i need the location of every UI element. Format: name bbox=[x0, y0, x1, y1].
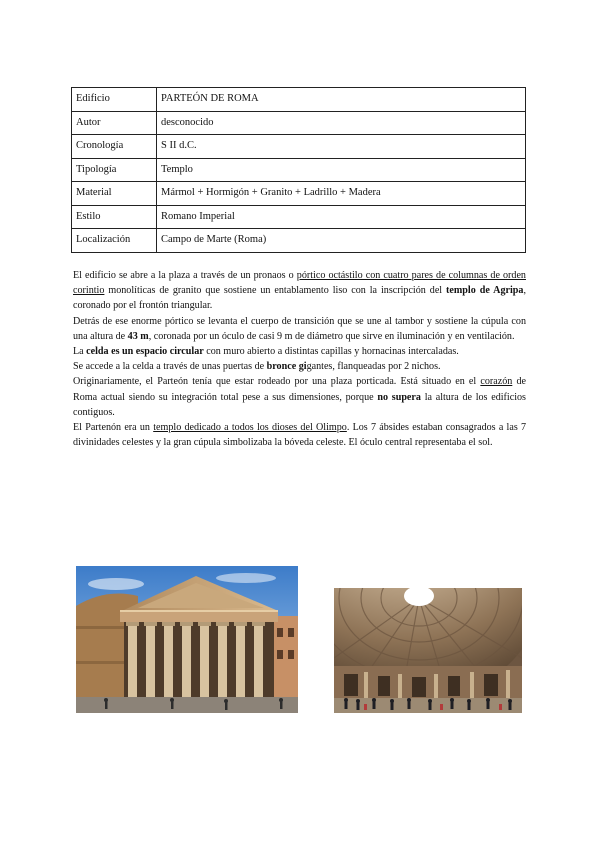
pantheon-exterior-photo bbox=[76, 566, 298, 713]
table-row bbox=[72, 111, 526, 135]
paragraph-cella: La celda es un espacio circular con muro abierto a distintas capillas y hornacinas intercaladas. bbox=[73, 346, 459, 358]
table-row bbox=[72, 182, 526, 206]
info-table bbox=[71, 87, 526, 253]
paragraph-portico: El edificio se abre a la plaza a través de un pronaos o pórtico octástilo con cuatro pares de columnas de orden corintio monolíticas de granito que sostiene un entablamento liso con la inscripción del templo de Agripa, coronado por el frontón triangular. bbox=[73, 270, 526, 312]
table-value-cell: PARTEÓN DE ROMA bbox=[157, 88, 526, 112]
table-row bbox=[72, 205, 526, 229]
paragraph-doors: Se accede a la celda a través de unas puertas de bronce gigantes, flanqueadas por 2 nichos. bbox=[73, 361, 441, 373]
table-value-cell: Campo de Marte (Roma) bbox=[157, 229, 526, 253]
table-key-cell: Localización bbox=[72, 229, 157, 253]
table-row bbox=[72, 135, 526, 159]
table-key-cell: Material bbox=[72, 182, 157, 206]
paragraph-dome: Detrás de ese enorme pórtico se levanta el cuerpo de transición que se une al tambor y sostiene la cúpula con una altura de 43 m, coronada por un óculo de casi 9 m de diámetro que sirve en iluminación y en ventilación. bbox=[73, 315, 526, 342]
table-key-cell: Edificio bbox=[72, 88, 157, 112]
table-value-cell: Mármol + Hormigón + Granito + Ladrillo + Madera bbox=[157, 182, 526, 206]
body-text bbox=[73, 268, 526, 450]
table-key-cell: Cronología bbox=[72, 135, 157, 159]
table-key-cell: Estilo bbox=[72, 205, 157, 229]
table-value-cell: desconocido bbox=[157, 111, 526, 135]
paragraph-location: Originariamente, el Parteón tenía que estar rodeado por una plaza porticada. Está situado en el corazón de Roma actual siendo su integración total pese a sus dimensiones, porque no supera la altura de los edificios contiguos. bbox=[73, 376, 526, 418]
paragraph-symbolism: El Partenón era un templo dedicado a todos los dioses del Olimpo. Los 7 ábsides estaban consagrados a las 7 divinidades celestes y la gran cúpula simbolizaba la bóveda celeste. El óculo central representaba el sol. bbox=[73, 422, 527, 449]
table-row bbox=[72, 158, 526, 182]
pantheon-dome-interior-photo bbox=[334, 588, 522, 713]
table-value-cell: Templo bbox=[157, 158, 526, 182]
table-value-cell: Romano Imperial bbox=[157, 205, 526, 229]
table-key-cell: Tipología bbox=[72, 158, 157, 182]
table-value-cell: S II d.C. bbox=[157, 135, 526, 159]
table-row bbox=[72, 229, 526, 253]
table-row bbox=[72, 88, 526, 112]
table-key-cell: Autor bbox=[72, 111, 157, 135]
